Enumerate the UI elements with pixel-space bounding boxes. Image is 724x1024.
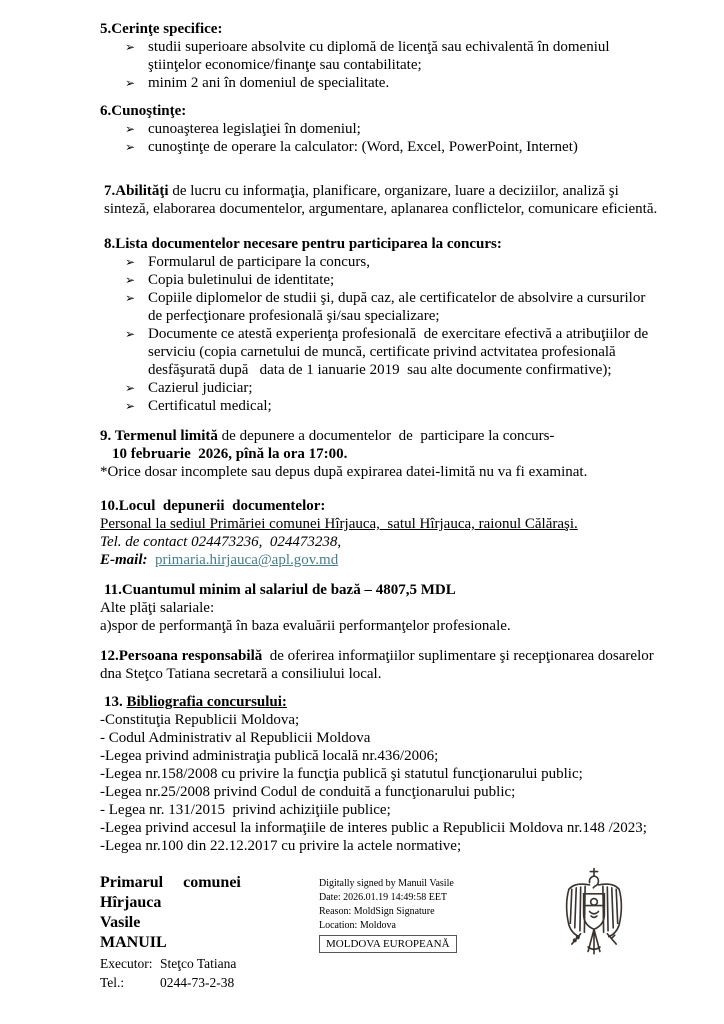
list-item-text: Certificatul medical; [148,398,272,414]
section-6-heading: 6.Cunoştinţe: [100,103,187,119]
section-abilitati [100,182,662,218]
deadline-note: *Orice dosar incomplete sau depus după expirarea datei-limită nu va fi examinat. [100,464,588,480]
arrow-bullet-icon: ➢ [125,122,136,136]
arrow-bullet-icon: ➢ [125,399,136,413]
arrow-bullet-icon: ➢ [125,140,136,154]
deadline-line [100,427,662,445]
section-11-heading: 11.Cuantumul minim al salariul de bază – 4807,5 MDL [104,582,456,598]
signer-first-name: Vasile [100,914,141,931]
list-item-text: minim 2 ani în domeniul de specialitate. [148,75,390,91]
signer-title: Primarul comunei Hîrjauca [100,874,251,911]
section-7-heading: 7.Abilităţi [104,183,169,199]
signature-signed-by: Digitally signed by Manuil Vasile [319,878,454,889]
list-item-text: cunoştinţe de operare la calculator: (Word, Excel, PowerPoint, Internet) [148,139,578,155]
list-item-text: Copia buletinului de identitate; [148,272,335,288]
email-link[interactable]: primaria.hirjauca@apl.gov.md [155,552,339,568]
salary-bonus-line: a)spor de performanţă în baza evaluării performanţelor profesionale. [100,618,511,634]
section-7-text: de lucru cu informaţia, planificare, organizare, luare a deciziilor, analiză şi sinteză, elaborarea documentelor, argumentare, aplanarea conflictelor, comunicare eficientă. [104,183,658,217]
section-7-paragraph [100,182,662,218]
bibliography-item: -Legea nr.158/2008 cu privire la funcţia publică şi statutul funcţionarului public; [100,766,583,782]
section-10-heading: 10.Locul depunerii documentelor: [100,498,326,514]
bibliography-item: -Legea nr.25/2008 privind Codul de conduită a funcţionarului public; [100,784,516,800]
list-item-text: Copiile diplomelor de studii şi, după caz, ale certificatelor de absolvire a cursurilor de perfecţionare profesională şi/sau specializare; [148,290,650,324]
executor-line [100,955,305,972]
bibliography-item: - Legea nr. 131/2015 privind achiziţiile publice; [100,802,391,818]
section-cunostinte [100,102,662,156]
signer-name-block [100,873,305,953]
executor-name: Steţco Tatiana [160,956,237,971]
list-item [125,397,662,415]
list-item-text: cunoaşterea legislaţiei în domeniul; [148,121,361,137]
section-5-heading: 5.Cerinţe specifice: [100,21,223,37]
arrow-bullet-icon: ➢ [125,291,136,305]
arrow-bullet-icon: ➢ [125,381,136,395]
list-item [125,138,662,156]
section-13-heading [100,693,662,711]
executor-label: Executor: [100,956,153,971]
salary-other-label: Alte plăţi salariale: [100,600,215,616]
signature-stamp: MOLDOVA EUROPEANĂ [319,935,457,953]
section-12-heading: 12.Persoana responsabilă [100,648,263,664]
list-item [125,120,662,138]
bibliography-item: -Legea nr.100 din 22.12.2017 cu privire la actele normative; [100,838,462,854]
signature-location: Location: Moldova [319,920,396,931]
list-item [125,38,662,74]
section-8-heading: 8.Lista documentelor necesare pentru participarea la concurs: [104,236,502,252]
arrow-bullet-icon: ➢ [125,273,136,287]
list-item-text: studii superioare absolvite cu diplomă de licenţă sau echivalentă în domeniul ştiinţelor economice/finanţe sau contabilitate; [148,39,614,73]
section-persoana-responsabila [100,647,662,683]
list-item [125,379,662,397]
section-bibliografia [100,693,662,855]
signer-block [100,873,305,991]
arrow-bullet-icon: ➢ [125,40,136,54]
section-13-number: 13. [104,694,127,710]
signer-last-name: MANUIL [100,934,167,951]
list-item [125,289,662,325]
section-cerinte-specifice [100,20,662,92]
bibliography-item: -Legea privind accesul la informaţiile de interes public a Republicii Moldova nr.148 /2023; [100,820,647,836]
deadline-date: 10 februarie 2026, pînă la ora 17:00. [112,446,348,462]
signature-footer [100,873,662,991]
digital-signature-block [319,873,509,953]
section-9-heading: 9. Termenul limită [100,428,218,444]
contact-phone: Tel. de contact 024473236, 024473238, [100,534,342,550]
section-locul-depunerii [100,497,662,569]
responsible-person-paragraph [100,647,662,683]
tel-number: 0244-73-2-38 [160,975,235,990]
contact-email-line [100,551,662,569]
bibliography-item: -Legea privind administraţia publică locală nr.436/2006; [100,748,439,764]
bibliography-item: -Constituţia Republicii Moldova; [100,712,300,728]
tel-label: Tel.: [100,975,125,990]
tel-line [100,974,305,991]
list-item [125,253,662,271]
deadline-text: de depunere a documentelor de participare la concurs- [217,428,555,444]
list-item-text: Formularul de participare la concurs, [148,254,370,270]
submission-address: Personal la sediul Primăriei comunei Hîrjauca, satul Hîrjauca, raionul Călăraşi. [100,516,578,532]
list-item [125,74,662,92]
section-5-list [100,38,662,92]
signature-reason: Reason: MoldSign Signature [319,906,435,917]
moldova-coat-of-arms-icon [557,867,631,964]
arrow-bullet-icon: ➢ [125,255,136,269]
arrow-bullet-icon: ➢ [125,327,136,341]
responsible-person-text: de oferirea informaţiilor suplimentare şi recepţionarea dosarelor dna Steţco Tatiana secretară a consiliului local. [100,648,658,682]
section-6-list [100,120,662,156]
section-salariu [100,581,662,635]
list-item-text: Cazierul judiciar; [148,380,253,396]
section-lista-documentelor [100,235,662,415]
email-label: E-mail: [100,552,148,568]
section-13-title: Bibliografia concursului: [126,694,287,710]
list-item [125,325,662,379]
arrow-bullet-icon: ➢ [125,76,136,90]
section-termen-limita [100,427,662,481]
section-8-list [100,253,662,415]
bibliography-item: - Codul Administrativ al Republicii Moldova [100,730,371,746]
list-item [125,271,662,289]
signature-date: Date: 2026.01.19 14:49:58 EET [319,892,448,903]
list-item-text: Documente ce atestă experienţa profesională de exercitare efectivă a atribuţiilor de serviciu (copia carnetului de muncă, certificate privind actvitatea profesională desfăşurată după data de 1 ianuarie 2019 sau alte documente confirmative); [148,326,652,378]
spacer [148,552,156,568]
